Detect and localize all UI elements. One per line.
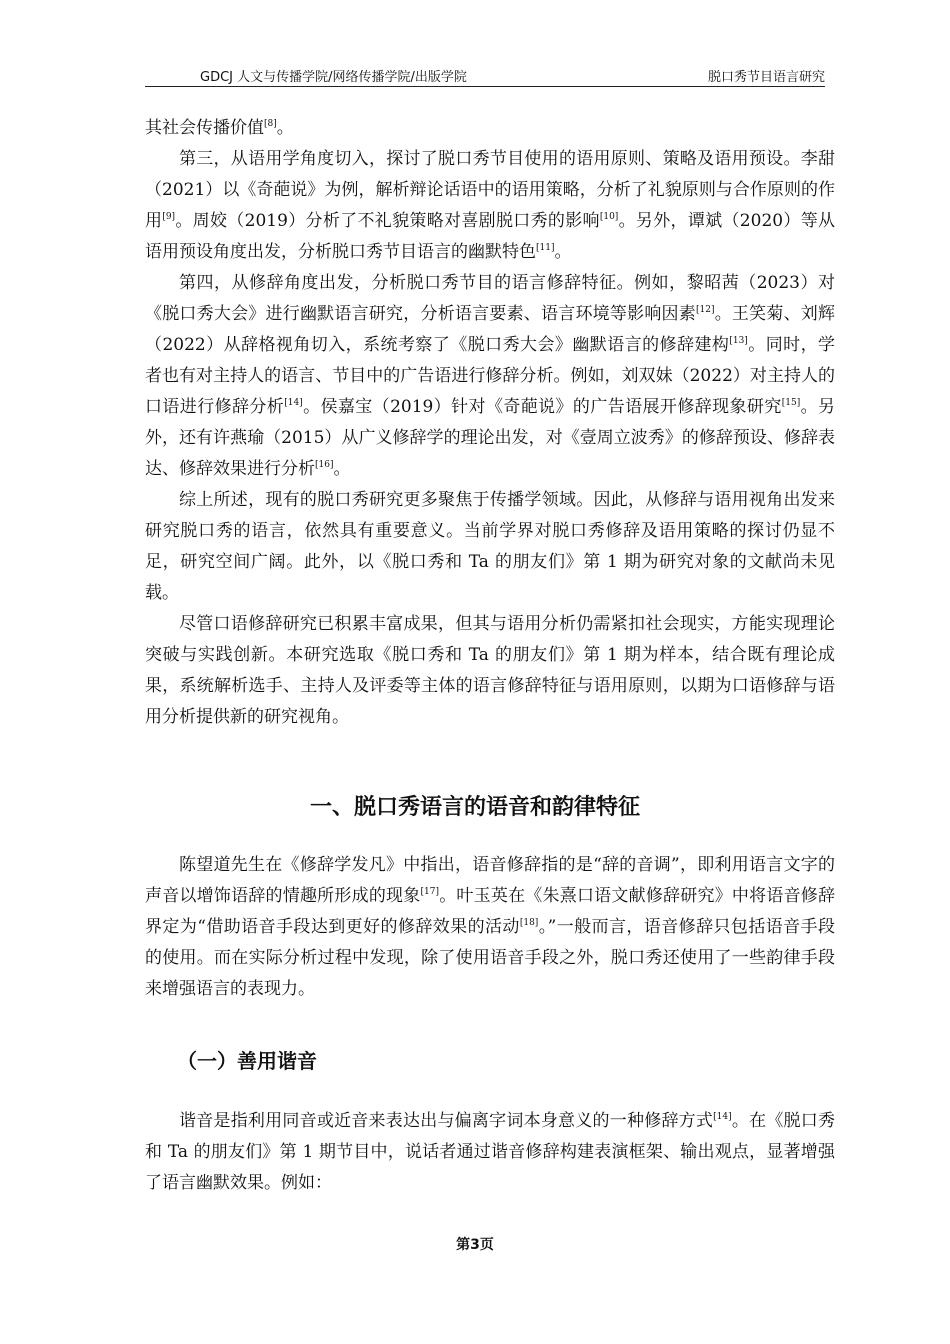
section-text (145, 850, 835, 1005)
paragraph: 综上所述，现有的脱口秀研究更多聚焦于传播学领域。因此，从修辞与语用视角出发来研究脱口秀的语言，依然具有重要意义。当前学界对脱口秀修辞及语用策略的探讨仍显不足，研究空间广阔。此外，以《脱口秀和 Ta 的朋友们》第 1 期为研究对象的文献尚未见载。 (145, 490, 835, 603)
page-header (145, 62, 825, 87)
citation: [15] (781, 398, 801, 408)
citation: [13] (729, 336, 748, 346)
citation: [10] (599, 212, 619, 222)
citation: [14] (713, 1112, 732, 1122)
citation: [8] (264, 119, 277, 129)
citation: [14] (284, 398, 303, 408)
paragraph: 第四，从修辞角度出发，分析脱口秀节目的语言修辞特征。例如，黎昭茜（2023）对《脱口秀大会》进行幽默语言研究，分析语言要素、语言环境等影响因素[12]。王笑菊、刘辉（2022）从辞格视角切入，系统考察了《脱口秀大会》幽默语言的修辞建构[13]。同时，学者也有对主持人的语言、节目中的广告语进行修辞分析。例如，刘双妹（2022）对主持人的口语进行修辞分析[14]。侯嘉宝（2019）针对《奇葩说》的广告语展开修辞现象研究[15]。另外，还有许燕瑜（2015）从广义修辞学的理论出发，对《壹周立波秀》的修辞预设、修辞表达、修辞效果进行分析[16]。 (145, 273, 836, 479)
section-heading: 一、脱口秀语言的语音和韵律特征 (309, 795, 640, 820)
header-institution: GDCJ 人文与传播学院/网络传播学院/出版学院 (200, 70, 467, 85)
citation: [11] (536, 243, 555, 253)
citation: [17] (420, 887, 439, 897)
citation: [16] (315, 460, 334, 470)
citation: [12] (696, 305, 715, 315)
intro-text (145, 113, 835, 733)
paragraph: 谐音是指利用同音或近音来表达出与偏离字词本身意义的一种修辞方式[14]。在《脱口秀和 Ta 的朋友们》第 1 期节目中，说话者通过谐音修辞构建表演框架、输出观点，显著增强了语言幽默效果。例如： (145, 1111, 836, 1193)
page-number: 第3页 (456, 1237, 494, 1253)
header-running-title: 脱口秀节目语言研究 (707, 70, 825, 85)
paragraph: 陈望道先生在《修辞学发凡》中指出，语音修辞指的是“辞的音调”，即利用语言文字的声音以增饰语辞的情趣所形成的现象[17]。叶玉英在《朱熹口语文献修辞研究》中将语音修辞界定为“借助语音手段达到更好的修辞效果的活动[18]。”一般而言，语音修辞只包括语音手段的使用。而在实际分析过程中发现，除了使用语音手段之外，脱口秀还使用了一些韵律手段来增强语言的表现力。 (145, 855, 836, 999)
citation: [18] (519, 918, 539, 928)
citation: [9] (162, 212, 176, 222)
paragraph: 尽管口语修辞研究已积累丰富成果，但其与语用分析仍需紧扣社会现实，方能实现理论突破与实践创新。本研究选取《脱口秀和 Ta 的朋友们》第 1 期为样本，结合既有理论成果，系统解析选手、主持人及评委等主体的语言修辞特征与语用原则，以期为口语修辞与语用分析提供新的研究视角。 (145, 614, 835, 727)
subsection-heading: （一）善用谐音 (177, 1049, 317, 1073)
paragraph: 第三，从语用学角度切入，探讨了脱口秀节目使用的语用原则、策略及语用预设。李甜（2021）以《奇葩说》为例，解析辩论话语中的语用策略，分析了礼貌原则与合作原则的作用[9]。周姣（2019）分析了不礼貌策略对喜剧脱口秀的影响[10]。另外，谭斌（2020）等从语用预设角度出发，分析脱口秀节目语言的幽默特色[11]。 (145, 149, 836, 262)
subsection-text (145, 1106, 835, 1199)
paragraph: 其社会传播价值[8]。 (145, 118, 294, 138)
